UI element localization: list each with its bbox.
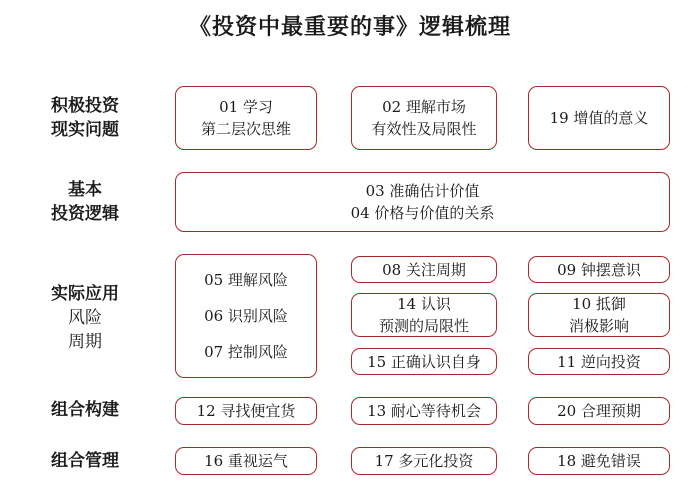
topic-box-01 bbox=[175, 86, 317, 150]
topic-box-15 bbox=[351, 348, 497, 375]
topic-text: 03 准确估计价值 bbox=[365, 182, 480, 200]
row-label-line: 投资逻辑 bbox=[51, 204, 119, 224]
topic-box-10 bbox=[528, 293, 670, 337]
topic-text: 02 理解市场 bbox=[382, 98, 466, 116]
topic-box-08 bbox=[351, 256, 497, 283]
topic-text: 11 逆向投资 bbox=[557, 352, 641, 371]
topic-text: 01 学习 bbox=[219, 98, 273, 116]
topic-text: 17 多元化投资 bbox=[374, 452, 474, 470]
topic-text: 19 增值的意义 bbox=[549, 109, 649, 127]
topic-box-20 bbox=[528, 397, 670, 425]
topic-text: 04 价格与价值的关系 bbox=[350, 204, 495, 222]
topic-text: 14 认识 bbox=[397, 295, 451, 313]
row-label-line: 风险 bbox=[68, 308, 102, 328]
topic-text: 06 识别风险 bbox=[204, 307, 288, 325]
topic-text: 08 关注周期 bbox=[382, 260, 466, 279]
row-label-line: 周期 bbox=[68, 332, 102, 352]
topic-text: 05 理解风险 bbox=[204, 271, 288, 289]
topic-text: 消极影响 bbox=[568, 317, 629, 335]
topic-box-09 bbox=[528, 256, 670, 283]
topic-box-17 bbox=[351, 447, 497, 475]
topic-text: 13 耐心等待机会 bbox=[367, 402, 481, 420]
topic-text: 10 抵御 bbox=[572, 295, 626, 313]
topic-text: 16 重视运气 bbox=[204, 452, 288, 470]
row-label-line: 基本 bbox=[68, 180, 102, 200]
topic-box-18 bbox=[528, 447, 670, 475]
row-label-basic-logic bbox=[20, 178, 150, 226]
topic-text: 有效性及局限性 bbox=[371, 120, 477, 138]
row-label-line: 实际应用 bbox=[51, 284, 119, 304]
row-label-portfolio-construction bbox=[20, 398, 150, 422]
topic-text: 预测的局限性 bbox=[378, 317, 469, 335]
topic-box-02 bbox=[351, 86, 497, 150]
topic-text: 第二层次思维 bbox=[200, 120, 291, 138]
topic-box-risk bbox=[175, 254, 317, 378]
topic-box-03-04 bbox=[175, 172, 670, 232]
topic-box-16 bbox=[175, 447, 317, 475]
topic-box-12 bbox=[175, 397, 317, 425]
topic-box-14 bbox=[351, 293, 497, 337]
row-label-line: 组合构建 bbox=[51, 400, 119, 420]
row-label-line: 现实问题 bbox=[51, 120, 119, 140]
topic-text: 20 合理预期 bbox=[557, 402, 641, 420]
page-title: 《投资中最重要的事》逻辑梳理 bbox=[188, 14, 511, 40]
row-label-active-investing bbox=[20, 94, 150, 142]
topic-text: 07 控制风险 bbox=[204, 343, 288, 361]
topic-text: 12 寻找便宜货 bbox=[196, 402, 296, 420]
topic-text: 15 正确认识自身 bbox=[367, 352, 481, 371]
topic-box-13 bbox=[351, 397, 497, 425]
topic-box-19 bbox=[528, 86, 670, 150]
row-label-line: 组合管理 bbox=[51, 451, 119, 471]
topic-box-11 bbox=[528, 348, 670, 375]
row-label-practical-application bbox=[20, 282, 150, 354]
row-label-line: 积极投资 bbox=[51, 96, 119, 116]
topic-text: 09 钟摆意识 bbox=[557, 260, 641, 279]
topic-text: 18 避免错误 bbox=[557, 452, 641, 470]
row-label-portfolio-management bbox=[20, 449, 150, 473]
